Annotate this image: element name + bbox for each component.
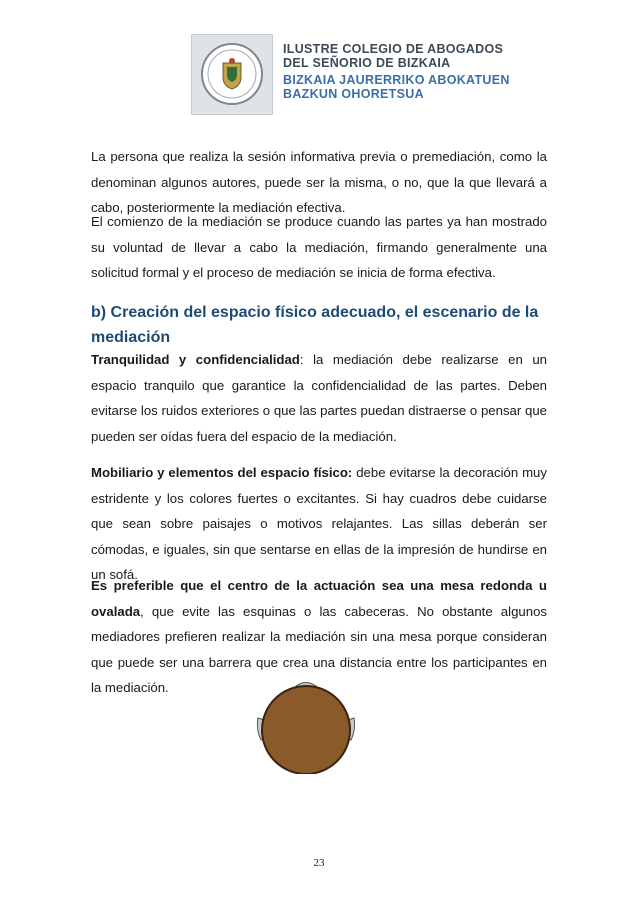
bar-association-logo <box>191 34 273 115</box>
text-mobiliario: debe evitarse la decoración muy estridente y los colores fuertes o excitantes. Si hay cuadros debe cuidarse que sean sobre paisajes o motivos relajantes. Las sillas deberán ser cómodas, e iguales, sin que sentarse en ellas de la impresión de hundirse en un sofá. <box>91 465 547 582</box>
text-tranquilidad: : la mediación debe realizarse en un espacio tranquilo que garantice la confidencialidad de las partes. Deben evitarse los ruidos exteriores o que las partes puedan distraerse o pensar que pueden ser oídas fuera del espacio de la mediación. <box>91 352 547 444</box>
term-tranquilidad: Tranquilidad y confidencialidad <box>91 352 300 367</box>
brand-line-3: BIZKAIA JAURERRIKO ABOKATUEN <box>283 73 510 87</box>
letterhead <box>191 34 510 114</box>
round-table-with-chairs-icon <box>252 678 360 774</box>
bar-association-name <box>283 42 510 101</box>
brand-line-2: DEL SEÑORIO DE BIZKAIA <box>283 56 451 70</box>
brand-line-1: ILUSTRE COLEGIO DE ABOGADOS <box>283 42 504 56</box>
page-number: 23 <box>313 857 325 869</box>
paragraph-tranquilidad <box>91 347 547 449</box>
paragraph-mobiliario <box>91 460 547 588</box>
intro-paragraph-1: La persona que realiza la sesión informativa previa o premediación, como la denominan algunos autores, puede ser la misma, o no, que la que llevará a cabo, posteriormente la mediación efectiva. <box>91 149 547 215</box>
brand-line-4: BAZKUN OHORETSUA <box>283 87 424 101</box>
term-mesa: Es preferible que el centro de la actuación sea una mesa redonda u ovalada <box>91 578 547 619</box>
section-heading: b) Creación del espacio físico adecuado, el escenario de la mediación <box>91 304 539 346</box>
term-mobiliario: Mobiliario y elementos del espacio físico: <box>91 465 353 480</box>
text-mesa: , que evite las esquinas o las cabeceras. No obstante algunos mediadores prefieren realizar la mediación sin una mesa porque consideran que puede ser una barrera que crea una distancia entre los participantes en la mediación. <box>91 603 547 695</box>
round-table-figure <box>252 678 360 774</box>
coat-of-arms-seal-icon <box>192 35 272 114</box>
intro-paragraph-2: El comienzo de la mediación se produce cuando las partes ya han mostrado su voluntad de llevar a cabo la mediación, firmando generalmente una solicitud formal y el proceso de mediación se inicia de forma efectiva. <box>91 214 547 280</box>
